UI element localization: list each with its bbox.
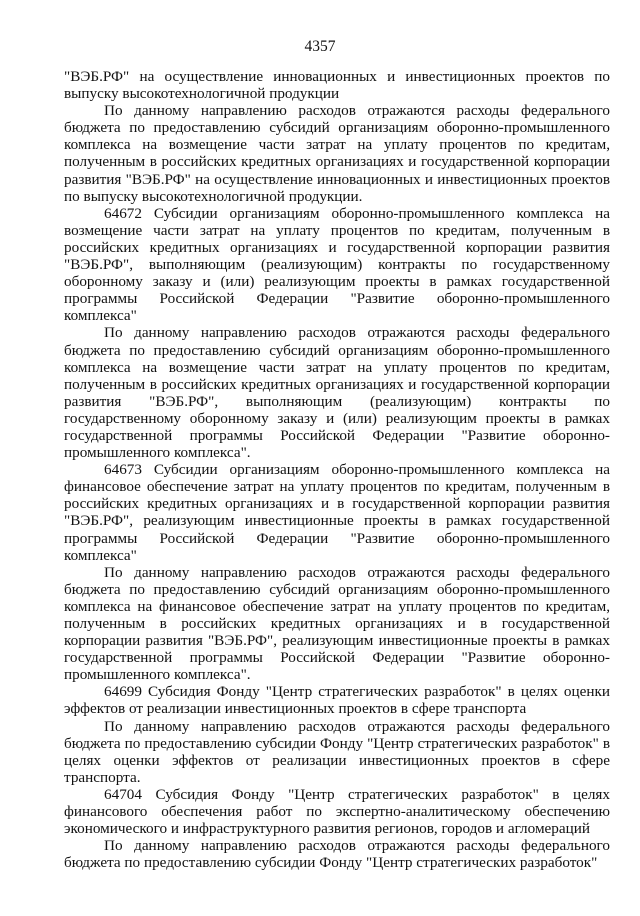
paragraph-heading-64704: 64704 Субсидия Фонду "Центр стратегических разработок" в целях финансового обеспечения работ по экспертно-аналитическому обеспечению экономического и инфраструктурного развития регионов, городов и агломераций — [64, 785, 610, 838]
page-number: 4357 — [304, 38, 336, 55]
paragraph-heading-64699: 64699 Субсидия Фонду "Центр стратегических разработок" в целях оценки эффектов от реализации инвестиционных проектов в сфере транспорта — [64, 683, 610, 718]
paragraph: По данному направлению расходов отражаются расходы федерального бюджета по предоставлению субсидий организациям оборонно-промышленного комплекса на возмещение части затрат на уплату процентов по кредитам, полученным в российских кредитных организациях и государственной корпорации развития "ВЭБ.РФ" на осуществление инновационных и инвестиционных проектов по выпуску высокотехнологичной продукции. — [64, 102, 610, 205]
paragraph: По данному направлению расходов отражаются расходы федерального бюджета по предоставлению субсидии Фонду "Центр стратегических разработок" — [64, 837, 610, 872]
paragraph: По данному направлению расходов отражаются расходы федерального бюджета по предоставлению субсидии Фонду "Центр стратегических разработок" в целях оценки эффектов от реализации инвестиционных проектов в сфере транспорта. — [64, 717, 610, 786]
paragraph-continuation: "ВЭБ.РФ" на осуществление инновационных и инвестиционных проектов по выпуску высокотехнологичной продукции — [64, 68, 610, 103]
document-body — [64, 68, 610, 871]
paragraph: По данному направлению расходов отражаются расходы федерального бюджета по предоставлению субсидий организациям оборонно-промышленного комплекса на финансовое обеспечение затрат на уплату процентов по кредитам, полученным в российских кредитных организациях и в государственной корпорации развития "ВЭБ.РФ", реализующим инвестиционные проекты в рамках государственной программы Российской Федерации "Развитие оборонно-промышленного комплекса". — [64, 563, 610, 684]
paragraph-heading-64673: 64673 Субсидии организациям оборонно-промышленного комплекса на финансовое обеспечение затрат на уплату процентов по кредитам, полученным в российских кредитных организациях и в государственной корпорации развития "ВЭБ.РФ", реализующим инвестиционные проекты в рамках государственной программы Российской Федерации "Развитие оборонно-промышленного комплекса" — [64, 461, 610, 564]
paragraph-heading-64672: 64672 Субсидии организациям оборонно-промышленного комплекса на возмещение части затрат на уплату процентов по кредитам, полученным в российских кредитных организациях и государственной корпорации развития "ВЭБ.РФ", выполняющим (реализующим) контракты по государственному оборонному заказу и (или) реализующим проекты в рамках государственной программы Российской Федерации "Развитие оборонно-промышленного комплекса" — [64, 204, 610, 325]
paragraph: По данному направлению расходов отражаются расходы федерального бюджета по предоставлению субсидий организациям оборонно-промышленного комплекса на возмещение части затрат на уплату процентов по кредитам, полученным в российских кредитных организациях и государственной корпорации развития "ВЭБ.РФ", выполняющим (реализующим) контракты по государственному оборонному заказу и (или) реализующим проекты в рамках государственной программы Российской Федерации "Развитие оборонно-промышленного комплекса". — [64, 324, 610, 462]
